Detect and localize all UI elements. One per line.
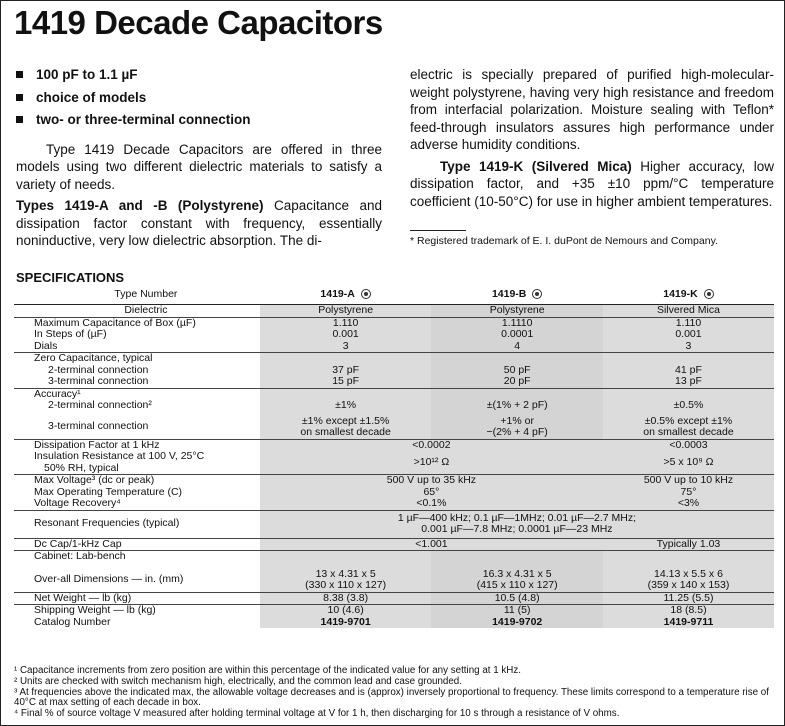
footnote: ⁴ Final % of source voltage V measured after holding terminal voltage at V for 1 h, then discharging for 10 s through a resistance of V ohms. (14, 708, 620, 720)
footnote: ¹ Capacitance increments from zero position are within this percentage of the indicated value for any setting at 1 kHz. (14, 665, 521, 676)
footnote: ³ At frequencies above the indicated max, the allowable voltage decreases and is (approx) inversely proportional to frequency. These limits correspond to a temperature rise of 40°C at max setting of each decade in box. (14, 686, 769, 709)
left-column (16, 66, 382, 250)
table-row: 3-terminal connection ±1% except ±1.5% on smallest decade +1% or −(2% + 4 pF) ±0.5% except ±1% on smallest decade (14, 412, 774, 440)
footnote: ² Units are checked with switch mechanism high, electrically, and the common lead and case grounded. (14, 675, 462, 687)
k-text: Higher accuracy, low dissipation factor, and +35 ±10 ppm/°C temperature coefficient (10-50°C) for use in higher ambient temperatures. (410, 158, 774, 209)
table-row: Catalog Number 1419-9701 1419-9702 1419-9711 (14, 617, 774, 629)
col-header-k: 1419-K (603, 286, 774, 305)
table-row: Dielectric Polystyrene Polystyrene Silvered Mica (14, 305, 774, 318)
table-row: Dials 3 4 3 (14, 341, 774, 353)
ab-text: Capacitance and dissipation factor constant with frequency, essentially noninductive, very low dielectric absorption. The di- (16, 198, 382, 248)
col-header-a: 1419-A (260, 286, 432, 305)
intro-paragraph: Type 1419 Decade Capacitors are offered in three models using two different dielectric materials to satisfy a variety of needs. (16, 141, 382, 192)
registered-mark-icon (361, 289, 371, 299)
table-row: Over-all Dimensions — in. (mm) 13 x 4.31 x 5 (330 x 110 x 127) 16.3 x 4.31 x 5 (415 x 110 x 127) 14.13 x 5.5 x 6 (359 x 140 x 153) (14, 563, 774, 593)
page-title: 1419 Decade Capacitors (14, 4, 383, 41)
table-row: Insulation Resistance at 100 V, 25°C 50% RH, typical >10¹² Ω >5 x 10⁹ Ω (14, 451, 774, 475)
table-row: Voltage Recovery⁴ <0.1% <3% (14, 498, 774, 510)
table-row: Dissipation Factor at 1 kHz <0.0002 <0.0003 (14, 439, 774, 451)
col-header-b: 1419-B (431, 286, 603, 305)
table-row: Shipping Weight — lb (kg) 10 (4.6) 11 (5) 18 (8.5) (14, 605, 774, 617)
k-paragraph (410, 158, 774, 211)
table-row: Net Weight — lb (kg) 8.38 (3.8) 10.5 (4.8) 11.25 (5.5) (14, 592, 774, 605)
trademark-note: * Registered trademark of E. I. duPont de Nemours and Company. (410, 235, 718, 247)
table-row: 3-terminal connection 15 pF 20 pF 13 pF (14, 376, 774, 388)
table-row: In Steps of (µF) 0.001 0.0001 0.001 (14, 329, 774, 341)
bullet-square-icon (16, 94, 23, 101)
feature-list (16, 66, 382, 129)
registered-mark-icon (532, 289, 542, 299)
spec-heading: SPECIFICATIONS (16, 270, 125, 285)
table-row: Max Operating Temperature (C) 65° 75° (14, 487, 774, 499)
bullet-square-icon (16, 116, 23, 123)
bullet-square-icon (16, 71, 23, 78)
spec-table (14, 286, 774, 628)
table-row: Zero Capacitance, typical (14, 353, 774, 365)
ab-heading: Types 1419-A and -B (Polystyrene) (16, 198, 264, 213)
table-row: Cabinet: Lab-bench (14, 551, 774, 563)
registered-mark-icon (704, 289, 714, 299)
table-row: Maximum Capacitance of Box (µF) 1.110 1.1110 1.110 (14, 317, 774, 329)
k-heading: Type 1419-K (Silvered Mica) (440, 158, 632, 174)
table-row: Max Voltage³ (dc or peak) 500 V up to 35 kHz 500 V up to 10 kHz (14, 475, 774, 487)
feature-item: choice of models (16, 89, 382, 107)
row-label: Type Number (14, 286, 260, 305)
feature-item: 100 pF to 1.1 µF (16, 66, 382, 84)
table-row: Dc Cap/1-kHz Cap <1.001 Typically 1.03 (14, 538, 774, 551)
footnote-rule (410, 230, 466, 231)
table-header-row (14, 286, 774, 305)
table-row: 2-terminal connection 37 pF 50 pF 41 pF (14, 365, 774, 377)
feature-item: two- or three-terminal connection (16, 111, 382, 129)
table-row: Accuracy¹ (14, 388, 774, 400)
ab-continued: electric is specially prepared of purified high-molecular-weight polystyrene, having very high resistance and freedom from interfacial polarization. Moisture sealing with Teflon* feed-through insulators assures high performance under adverse humidity conditions. (410, 67, 774, 152)
right-column (410, 66, 774, 251)
ab-paragraph (16, 197, 382, 250)
spec-footnotes (14, 666, 779, 720)
table-row: Resonant Frequencies (typical) 1 µF—400 kHz; 0.1 µF—1MHz; 0.01 µF—2.7 MHz; 0.001 µF—7.8 MHz; 0.0001 µF—23 MHz (14, 510, 774, 538)
table-row: 2-terminal connection² ±1% ±(1% + 2 pF) ±0.5% (14, 400, 774, 412)
